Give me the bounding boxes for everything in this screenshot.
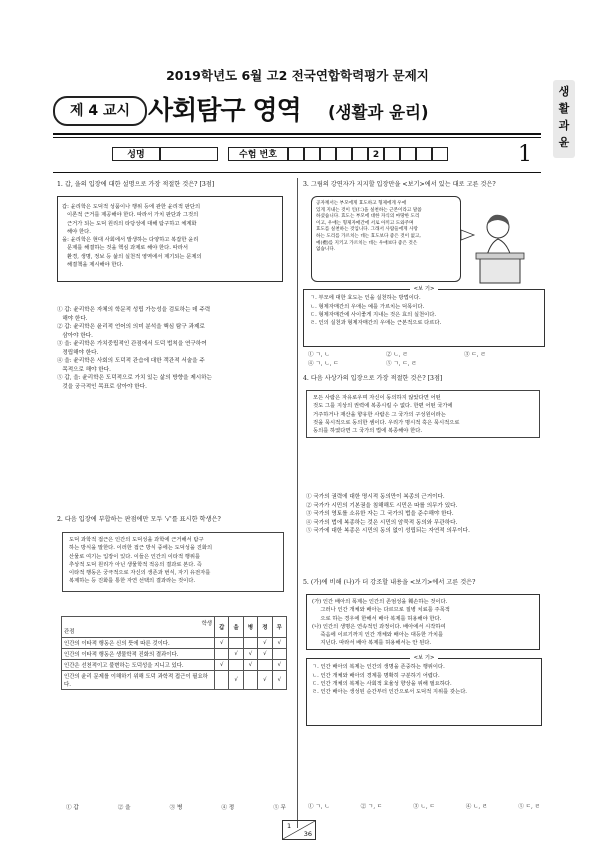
q5-passage-line: 그러나 인간 개체와 배아는 다르므로 질병 치료를 주목적 <box>312 607 450 614</box>
name-field[interactable] <box>160 147 218 161</box>
q3-choices <box>308 351 538 368</box>
q1-passage-line: 해결책을 제시해야 한다. <box>62 262 124 269</box>
q4-passage-line: 모든 사람은 자유로우며 자신이 동의하지 않았다면 어떤 <box>313 395 441 401</box>
q1-title: 1. 갑, 을의 입장에 대한 설명으로 가장 적절한 것은? [3점] <box>57 181 215 188</box>
q2-passage-line: 도덕 과학적 접근은 인간의 도덕성을 과학에 근거해서 탐구 <box>69 537 204 543</box>
q5-choice-2[interactable]: ② ㄱ, ㄷ <box>360 804 383 810</box>
q5-passage-line: (나) 인간의 생명은 연속적인 과정이다. 배아에서 시작하여 <box>312 623 446 630</box>
q4-passage-line: 것도 그를 지상의 권력에 복종시킬 수 없다. 한편 어떤 국가에 <box>313 403 453 410</box>
table-row <box>62 649 287 660</box>
q2-row-text: 인간의 윤리 문제를 이해하기 위해 도덕 과학적 접근이 필요하다. <box>62 671 215 690</box>
q3-bogi-item: ㄹ. 인의 실천과 형제자매간의 우애는 근본적으로 다르다. <box>310 320 442 327</box>
q1-passage-line: 문제를 해결하는 것을 핵심 과제로 해야 한다. 따라서 <box>62 245 188 252</box>
q2-check-cell: √ <box>258 671 272 690</box>
q3-speech-line: 효도를 실천하는 것입니다. 그래서 사람들에게 사랑 <box>316 227 418 233</box>
q3-choice-3[interactable]: ③ ㄷ, ㄹ <box>464 352 486 358</box>
q2-check-cell <box>243 671 257 690</box>
q3-bogi-box <box>303 286 545 347</box>
q5-passage-line: (가) 인간 배아의 폭제는 인간의 존엄성을 훼손하는 것이다. <box>312 599 448 605</box>
q4-choices <box>306 493 542 536</box>
header-rule <box>53 133 541 135</box>
q2-check-cell: √ <box>272 671 286 690</box>
q2-student-header: 병 <box>243 617 257 638</box>
q2-check-cell <box>215 671 229 690</box>
q2-choice-1[interactable]: ① 갑 <box>66 805 79 811</box>
q1-passage-line: 근거가 되는 도덕 원리의 타당성에 대해 탐구하고 체계화 <box>62 220 197 227</box>
q4-passage-line: 동의를 하였다면 그 국가의 법에 복종해야 한다. <box>313 428 423 435</box>
side-tab-char: 생 <box>558 85 570 98</box>
page-number: 1 <box>518 142 532 167</box>
subject-title: 사회탐구 영역 <box>148 96 301 126</box>
exam-number-box[interactable] <box>336 147 352 161</box>
q4-choice-2[interactable]: ② 국가가 시민의 기본권을 침해해도 시민은 따를 의무가 있다. <box>306 502 458 509</box>
footer-page-current: 1 <box>287 822 292 830</box>
q2-check-cell: √ <box>258 649 272 660</box>
q4-choice-1[interactable]: ① 국가의 권력에 대한 명시적 동의만이 복종의 근거이다. <box>306 494 445 500</box>
q3-bogi-item: ㄱ. 부모에 대한 효도는 인을 실천하는 방법이다. <box>310 295 421 302</box>
exam-number-box[interactable] <box>384 147 400 161</box>
q5-choice-4[interactable]: ④ ㄴ, ㄹ <box>465 804 488 810</box>
q2-check-cell <box>229 660 243 671</box>
q2-student-header: 갑 <box>215 617 229 638</box>
q1-passage-line: 해야 한다. <box>62 228 91 235</box>
q2-check-cell: √ <box>229 649 243 660</box>
q2-row-text: 인간의 이타적 행동은 생물학적 진화의 결과이다. <box>62 649 215 660</box>
q4-choice-5[interactable]: ⑤ 국가에 대한 복종은 시민의 동의 없이 성립되는 자연적 의무이다. <box>306 528 470 534</box>
q4-choice-3[interactable]: ③ 국가의 영토를 소유한 자는 그 국가의 법을 준수해야 한다. <box>306 511 454 517</box>
q3-speech-line: 없습니다. <box>316 247 336 253</box>
q3-speech-line: 하셨습니다. 효도는 부모에 대한 자식의 마땅한 도리 <box>316 214 420 220</box>
q5-bogi-label: <보 기> <box>410 655 439 661</box>
q1-choice-4[interactable]: ④ 을: 윤리학은 사회의 도덕적 관습에 대한 객관적 서술을 주 <box>57 358 205 364</box>
q1-choice-1-cont: 해야 한다. <box>57 315 88 322</box>
exam-title: 2019학년도 6월 고2 전국연합학력평가 문제지 <box>166 68 429 83</box>
exam-number-box[interactable] <box>304 147 320 161</box>
q2-choices <box>66 804 286 813</box>
q2-passage-line: 추상적 도덕 원리가 아닌 생물학적 적응의 결과로 본다. 즉 <box>69 561 202 568</box>
q3-speech-line: 공자께서는 부모에게 효도하고 형제에게 우애 <box>316 201 407 206</box>
q1-choice-2[interactable]: ② 갑: 윤리학은 윤리적 언어의 의미 분석을 핵심 탐구 과제로 <box>57 324 205 330</box>
header-rule-thin <box>53 137 541 138</box>
subject-subtitle: (생활과 윤리) <box>328 103 429 122</box>
exam-number-box[interactable] <box>432 147 448 161</box>
q1-choice-1[interactable]: ① 갑: 윤리학은 자체의 학문적 성립 가능성을 검토하는 데 주력 <box>57 307 211 313</box>
q2-check-cell: √ <box>258 638 272 649</box>
q2-passage-line: 복제하는 등 진화를 통한 자연 선택의 결과라는 것이다. <box>69 578 196 585</box>
q5-passage-line: 으로 하는 경우에 한해서 배아 복제를 허용해야 한다. <box>312 615 442 622</box>
q2-check-cell: √ <box>215 660 229 671</box>
q2-check-cell: √ <box>272 638 286 649</box>
q3-speech-line: 하는 도리를 가르치는 데는 효도보다 좋은 것이 없고, <box>316 233 421 239</box>
q2-row-text: 인간의 이타적 행동은 신의 뜻에 따른 것이다. <box>62 638 215 649</box>
q5-title: 5. (가)에 비해 (나)가 더 강조할 내용을 <보기>에서 고른 것은? <box>303 579 476 586</box>
q1-passage-line: 이론적 근거를 제공해야 한다. 따라서 가치 판단과 그것의 <box>62 212 199 219</box>
q2-passage-line: 이타적 행동은 궁극적으로 자신의 생존과 번식, 자기 유전자를 <box>69 570 211 577</box>
q4-passage <box>306 390 540 438</box>
q4-passage-line: 것을 묵시적으로 동의한 셈이다. 우리가 명시적 혹은 묵시적으로 <box>313 419 460 426</box>
q3-choice-5[interactable]: ⑤ ㄱ, ㄷ, ㄹ <box>386 360 417 367</box>
q2-corner-perspective: 관점 <box>64 629 75 635</box>
exam-number-digit: 2 <box>368 147 384 161</box>
q2-check-cell <box>258 660 272 671</box>
exam-number-box[interactable] <box>416 147 432 161</box>
q2-judgment-table <box>61 616 287 690</box>
q1-passage-line: 갑: 윤리학은 도덕적 성품이나 행위 등에 관한 윤리적 판단의 <box>62 204 201 210</box>
q3-choice-2[interactable]: ② ㄴ, ㄹ <box>386 352 408 358</box>
q3-bogi-item: ㄴ. 형제자매간의 우애는 예를 가르치는 덕목이다. <box>310 303 425 310</box>
q1-choice-4-cont: 목적으로 해야 한다. <box>57 366 111 373</box>
table-row <box>62 671 287 690</box>
table-row <box>62 660 287 671</box>
q5-bogi-item: ㄱ. 인간 배아의 복제는 인간의 생명을 존중하는 행위이다. <box>312 664 445 671</box>
q2-choice-4[interactable]: ④ 정 <box>221 805 235 811</box>
side-tab-char: 활 <box>558 102 570 115</box>
q3-title: 3. 그림의 강연자가 지지할 입장만을 <보기>에서 있는 대로 고른 것은? <box>303 181 496 188</box>
q1-passage-line: 환경, 생명, 정보 등 삶의 실천적 영역에서 제기되는 문제의 <box>62 253 202 260</box>
q5-choices <box>308 803 540 812</box>
exam-number-label: 수험 번호 <box>228 147 288 161</box>
q2-choice-3[interactable]: ③ 병 <box>169 805 183 811</box>
q2-check-cell: √ <box>243 649 257 660</box>
q5-choice-3[interactable]: ③ ㄴ, ㄷ <box>413 804 435 810</box>
q1-choice-5-cont: 것을 궁극적인 목표로 삼아야 한다. <box>57 383 147 390</box>
header-underline <box>53 172 541 173</box>
q3-speech-line: 이고, 우애는 형제자매간에 서로 아끼고 도와주며 <box>316 220 414 226</box>
q3-speech-line: 있게 지내는 것이 인(仁)을 실천하는 근본이라고 말씀 <box>316 207 422 213</box>
q3-bogi-label: <보 기> <box>410 286 439 292</box>
q2-student-header: 을 <box>229 617 243 638</box>
session-badge: 제 4 교시 <box>53 96 147 126</box>
q2-check-cell <box>243 638 257 649</box>
q2-check-cell: √ <box>272 660 286 671</box>
q2-passage-line: 하는 방식을 말한다. 이러한 접근 방식 중에는 도덕성을 진화의 <box>69 545 213 552</box>
q2-corner-student: 학생 <box>201 621 212 627</box>
q4-title: 4. 다음 사상가의 입장으로 가장 적절한 것은? [3점] <box>303 375 443 382</box>
q2-choice-5[interactable]: ⑤ 무 <box>273 805 286 811</box>
exam-number-box[interactable] <box>288 147 304 161</box>
q5-bogi-item: ㄷ. 인간 개체의 복제는 사회적 효율성 향상을 위해 필요하다. <box>312 680 452 687</box>
q5-passage-line: 죽음에 이르기까지 인간 개체와 배아는 대등한 가치를 <box>312 632 444 639</box>
q4-choice-4[interactable]: ④ 국가의 법에 복종하는 것은 시민의 암묵적 동의와 무관하다. <box>306 519 458 526</box>
column-divider <box>297 178 298 828</box>
q2-title: 2. 다음 입장에 부합하는 판점에만 모두 '√'를 표시한 학생은? <box>57 516 221 523</box>
q4-passage-line: 거주하거나 재산을 향유한 사람은 그 국가의 구성원이라는 <box>313 411 446 418</box>
table-row <box>62 638 287 649</box>
q2-student-header: 정 <box>258 617 272 638</box>
q2-check-cell <box>215 649 229 660</box>
q5-passage <box>306 594 540 650</box>
q2-choice-2[interactable]: ② 을 <box>117 805 131 811</box>
q1-choice-2-cont: 삼아야 한다. <box>57 332 93 339</box>
q2-check-cell: √ <box>229 671 243 690</box>
footer-page-box <box>282 820 316 840</box>
q1-choice-3[interactable]: ③ 을: 윤리학은 가치중립적인 관점에서 도덕 법칙을 연구하여 <box>57 341 207 347</box>
q2-passage-line: 산물로 여기는 입장이 있다. 이들은 인간의 이타적 행위를 <box>69 553 201 560</box>
q3-speech-line: 예(禮)를 지키고 가르치는 데는 우애보다 좋은 것은 <box>316 240 418 246</box>
q2-check-cell <box>272 649 286 660</box>
q5-passage-line: 지닌다. 따라서 배아 복제를 허용해서는 안 된다. <box>312 640 432 647</box>
q2-check-cell <box>229 638 243 649</box>
q1-choice-3-cont: 정립해야 한다. <box>57 349 99 356</box>
q2-table-corner <box>62 617 215 638</box>
q2-check-cell: √ <box>215 638 229 649</box>
q3-speech-bubble <box>311 196 461 282</box>
exam-number-box[interactable] <box>320 147 336 161</box>
q5-bogi-item: ㄴ. 인간 개체와 배아의 경계를 명확히 구분하기 어렵다. <box>312 672 440 679</box>
q2-check-cell: √ <box>243 660 257 671</box>
q3-choice-1[interactable]: ① ㄱ, ㄴ <box>308 352 330 358</box>
q3-choice-4[interactable]: ④ ㄱ, ㄴ, ㄷ <box>308 360 339 367</box>
footer-page-total: 36 <box>303 830 312 838</box>
q5-choice-5[interactable]: ⑤ ㄷ, ㄹ <box>518 804 540 810</box>
exam-number-box[interactable] <box>400 147 416 161</box>
q2-row-text: 인간은 선천적이고 불변하는 도덕성을 지니고 있다. <box>62 660 215 671</box>
exam-number-box[interactable] <box>352 147 368 161</box>
q1-choices <box>57 306 293 391</box>
q5-choice-1[interactable]: ① ㄱ, ㄴ <box>308 804 330 810</box>
name-label: 성명 <box>112 147 160 161</box>
q5-bogi-box <box>306 655 542 726</box>
side-tab-char: 과 <box>558 119 570 132</box>
q5-bogi-item: ㄹ. 인간 배아는 생성된 순간부터 인간으로서 도덕적 지위를 갖는다. <box>312 689 467 696</box>
q1-choice-5[interactable]: ⑤ 갑, 을: 윤리학은 도덕적으로 가치 있는 삶의 방향을 제시하는 <box>57 375 212 381</box>
q3-bogi-item: ㄷ. 형제자매간에 사이좋게 지내는 것은 효의 실천이다. <box>310 311 437 318</box>
subject-side-tab <box>553 80 575 158</box>
q2-passage <box>62 532 284 592</box>
q1-passage <box>57 196 283 282</box>
lecturer-illustration <box>460 205 540 285</box>
q1-passage-line: 을: 윤리학은 현대 사회에서 발생하는 다양하고 복잡한 윤리 <box>62 237 199 244</box>
side-tab-char: 윤 <box>558 136 570 149</box>
q2-student-header: 무 <box>272 617 286 638</box>
